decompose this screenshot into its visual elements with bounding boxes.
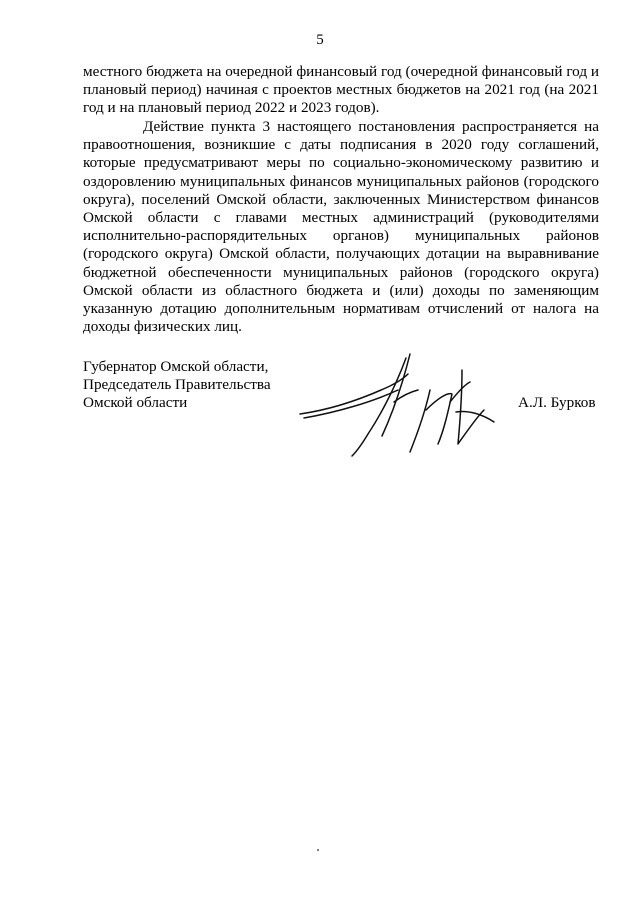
paragraph-continuation: местного бюджета на очередной финансовый год (очередной финансовый год и плановый период) начиная с проектов местных бюджетов на 2021 год (на 2021 год и на плановый период 2022 и 2023 годов). — [83, 63, 599, 117]
scan-speck — [317, 849, 319, 851]
page-number: 5 — [316, 32, 324, 48]
signatory-name: А.Л. Бурков — [518, 394, 596, 411]
signatory-title-line: Омской области — [83, 394, 188, 412]
signatory-title-block — [83, 358, 271, 413]
paragraph-effective-date: Действие пункта 3 настоящего постановления распространяется на правоотношения, возникшие с даты подписания в 2020 году соглашений, которые предусматривают меры по социально-экономическому развитию и оздоровлению муниципальных финансов муниципальных районов (городского округа), поселений Омской области, заключенных Министерством финансов Омской области с главами местных администраций (руководителями исполнительно-распорядительных органов) муниципальных районов (городского округа) Омской области, получающих дотации на выравнивание бюджетной обеспеченности муниципальных районов (городского округа) Омской области из областного бюджета и (или) доходы по заменяющим указанную дотацию дополнительным нормативам отчислений от налога на доходы физических лиц. — [83, 118, 599, 336]
signatory-title-line: Председатель Правительства — [83, 376, 271, 394]
handwritten-signature — [298, 352, 508, 467]
signatory-title-line: Губернатор Омской области, — [83, 358, 269, 375]
